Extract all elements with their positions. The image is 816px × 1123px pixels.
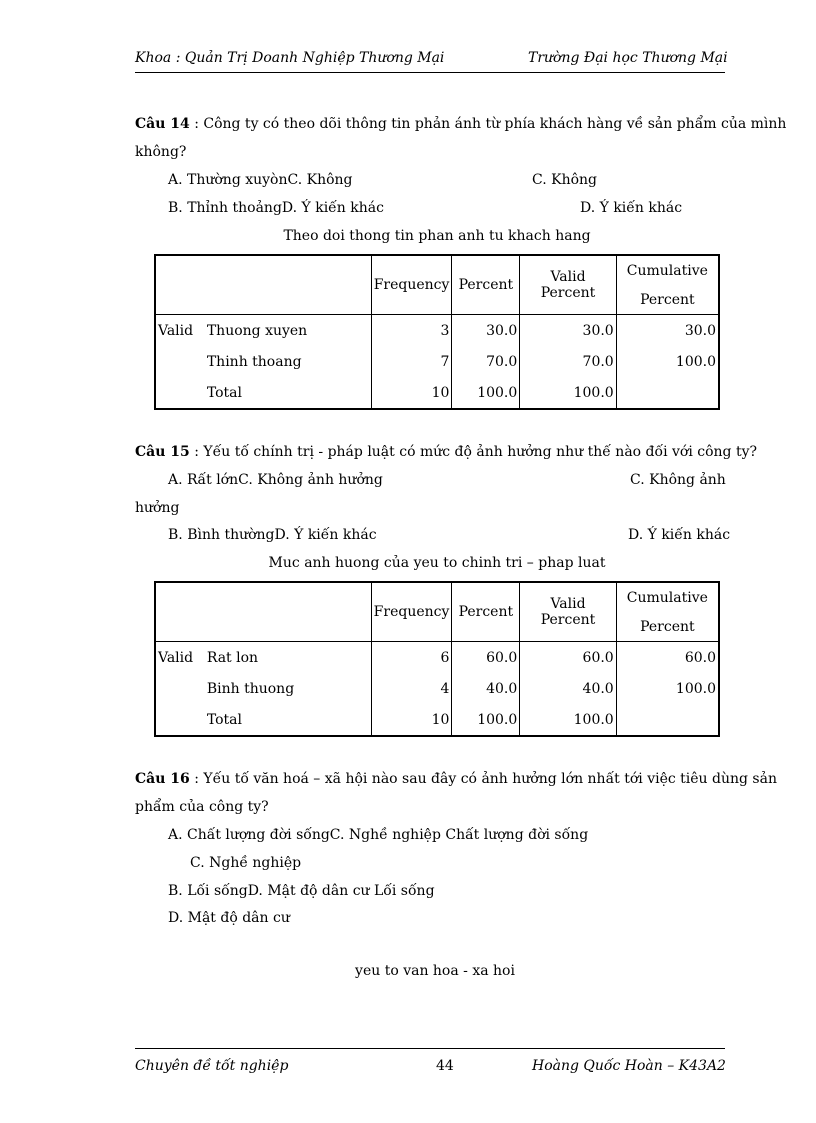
- q15-valid-label: Valid: [158, 649, 194, 666]
- table-row: [155, 673, 719, 704]
- footer-right: Hoàng Quốc Hoàn – K43A2: [532, 1058, 726, 1074]
- q14-valid-label: Valid: [158, 322, 194, 339]
- q14-col-valid-percent: Valid Percent: [520, 255, 616, 315]
- q15-row-freq: 4: [371, 673, 452, 704]
- q15-row-freq: 6: [371, 642, 452, 674]
- q15-col-valid-percent: Valid Percent: [520, 582, 616, 642]
- q14-row-label: Total: [206, 384, 242, 401]
- q14-row-pct: 30.0: [452, 315, 520, 347]
- header-right: Trường Đại học Thương Mại: [528, 50, 728, 66]
- q15-row-vpct: 100.0: [520, 704, 616, 736]
- footer-rule: [135, 1048, 725, 1049]
- q14-row-vpct: 30.0: [520, 315, 616, 347]
- table-row: [155, 704, 719, 736]
- q15-row-pct: 40.0: [452, 673, 520, 704]
- q14-frequency-table: [154, 254, 720, 410]
- q15-col-frequency: Frequency: [371, 582, 452, 642]
- header-left: Khoa : Quản Trị Doanh Nghiệp Thương Mại: [135, 50, 445, 66]
- q16-option-line-1: A. Chất lượng đời sốngC. Nghề nghiệp Chất lượng đời sống: [168, 827, 589, 843]
- q15-option-c-cont: hưởng: [135, 500, 180, 516]
- q16-text-cont: phẩm của công ty?: [135, 799, 269, 815]
- q14-col-frequency: Frequency: [371, 255, 452, 315]
- q14-col-percent: Percent: [452, 255, 520, 315]
- q14-row-pct: 100.0: [452, 377, 520, 409]
- table-row: [155, 315, 719, 347]
- q15-row-label: Binh thuong: [206, 680, 295, 697]
- q14-row-freq: 10: [371, 377, 452, 409]
- q15-col-percent: Percent: [452, 582, 520, 642]
- q16-label: Câu 16: [135, 771, 190, 787]
- q15-row-vpct: 60.0: [520, 642, 616, 674]
- q15-table-caption: Muc anh huong của yeu to chinh tri – phap luat: [268, 555, 606, 571]
- q15-option-d: D. Ý kiến khác: [628, 527, 731, 543]
- q14-text-cont: không?: [135, 144, 187, 160]
- q14-text: : Công ty có theo dõi thông tin phản ánh từ phía khách hàng về sản phẩm của mình: [189, 116, 787, 132]
- q14-row-cum: 30.0: [616, 315, 719, 347]
- q15-row-pct: 100.0: [452, 704, 520, 736]
- q14-option-c: C. Không: [532, 172, 597, 188]
- q15-option-c: C. Không ảnh: [630, 472, 726, 488]
- q14-row-freq: 3: [371, 315, 452, 347]
- page-number: 44: [436, 1058, 454, 1074]
- table-row: [155, 642, 719, 674]
- q15-row-cum: [616, 704, 719, 736]
- q16-text: : Yếu tố văn hoá – xã hội nào sau đây có ảnh hưởng lớn nhất tới việc tiêu dùng sản: [189, 771, 777, 787]
- q15-row-cum: 100.0: [616, 673, 719, 704]
- q15-text: : Yếu tố chính trị - pháp luật có mức độ ảnh hưởng như thế nào đối với công ty?: [189, 444, 758, 460]
- q15-label: Câu 15: [135, 444, 190, 460]
- q16-option-line-4: D. Mật độ dân cư: [168, 910, 290, 926]
- q16-chart-caption: yeu to van hoa - xa hoi: [355, 963, 515, 979]
- q16-line: [135, 771, 777, 787]
- q15-line: [135, 444, 757, 460]
- q15-row-label: Total: [206, 711, 242, 728]
- footer-left: Chuyên đề tốt nghiệp: [135, 1058, 289, 1074]
- q14-option-a: A. Thường xuyònC. Không: [168, 172, 353, 188]
- q14-row-vpct: 70.0: [520, 346, 616, 377]
- q14-label: Câu 14: [135, 116, 190, 132]
- q14-row-freq: 7: [371, 346, 452, 377]
- table-row: [155, 346, 719, 377]
- q14-option-b: B. Thỉnh thoảngD. Ý kiến khác: [168, 200, 384, 216]
- q15-option-a: A. Rất lớnC. Không ảnh hưởng: [168, 472, 383, 488]
- q14-col-cumulative: Cumulative: [616, 255, 719, 285]
- q14-row-vpct: 100.0: [520, 377, 616, 409]
- q14-row-pct: 70.0: [452, 346, 520, 377]
- q15-row-cum: 60.0: [616, 642, 719, 674]
- q15-row-vpct: 40.0: [520, 673, 616, 704]
- q14-col-cumulative-percent: Percent: [616, 285, 719, 315]
- q15-row-pct: 60.0: [452, 642, 520, 674]
- q15-option-b: B. Bình thườngD. Ý kiến khác: [168, 527, 377, 543]
- q15-col-cumulative: Cumulative: [616, 582, 719, 612]
- q15-col-cumulative-percent: Percent: [616, 612, 719, 642]
- q14-row-cum: 100.0: [616, 346, 719, 377]
- q14-row-label: Thinh thoang: [206, 353, 302, 370]
- q14-row-label: Thuong xuyen: [206, 322, 308, 339]
- q15-frequency-table: [154, 581, 720, 737]
- q15-row-freq: 10: [371, 704, 452, 736]
- table-row: [155, 377, 719, 409]
- q15-row-label: Rat lon: [206, 649, 259, 666]
- q16-option-line-2: C. Nghề nghiệp: [190, 855, 302, 871]
- q14-row-cum: [616, 377, 719, 409]
- q16-option-line-3: B. Lối sốngD. Mật độ dân cư Lối sống: [168, 883, 435, 899]
- q14-table-caption: Theo doi thong tin phan anh tu khach hang: [283, 228, 591, 244]
- header-rule: [135, 72, 725, 73]
- q14-option-d: D. Ý kiến khác: [580, 200, 683, 216]
- q14-line: [135, 116, 786, 132]
